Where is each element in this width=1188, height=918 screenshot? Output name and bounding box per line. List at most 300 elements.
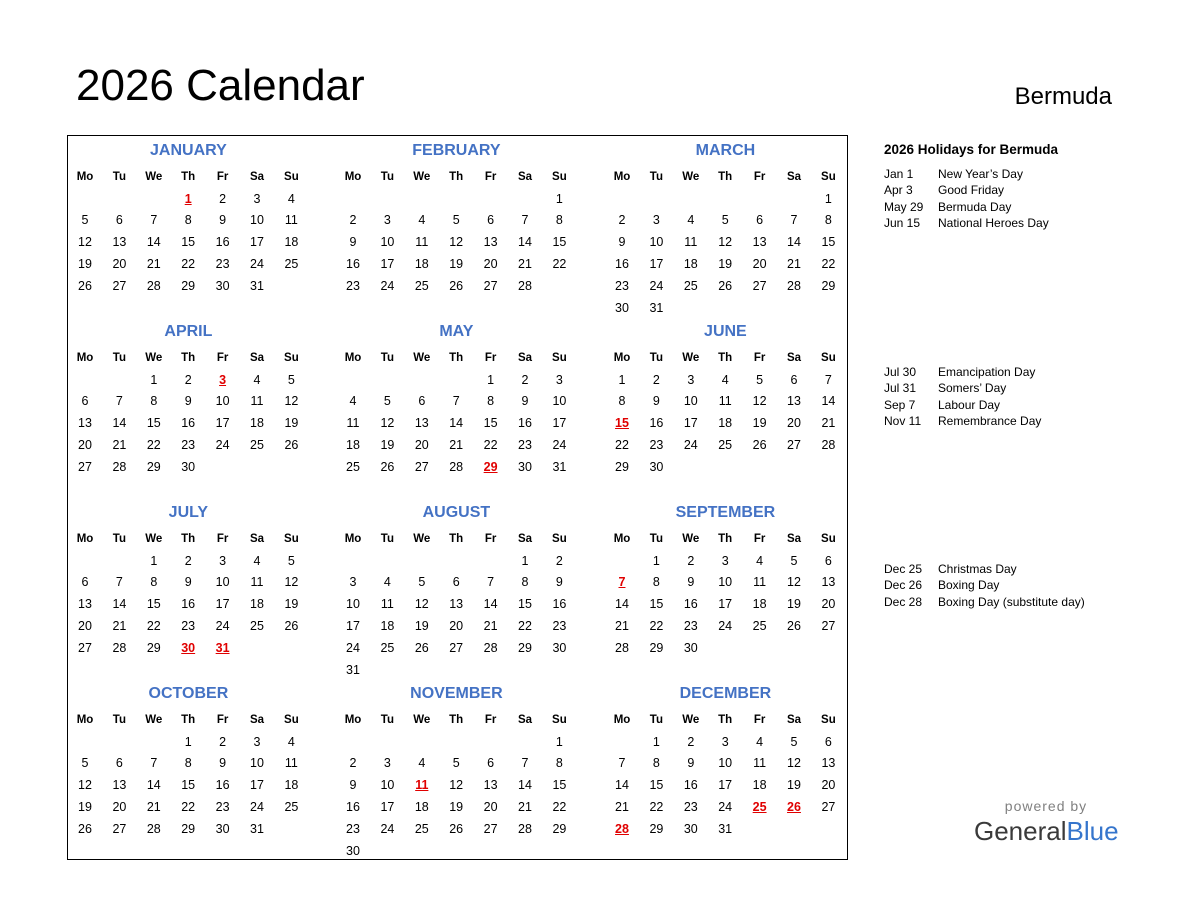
day-cell: 22 xyxy=(821,256,836,271)
holiday-day-cell: 7 xyxy=(618,575,626,590)
day-cell: 30 xyxy=(552,640,567,655)
day-cell: 10 xyxy=(215,394,230,409)
day-cell: 8 xyxy=(521,575,529,590)
day-cell: 17 xyxy=(250,778,264,793)
day-cell: 25 xyxy=(284,256,299,271)
day-cell: 7 xyxy=(115,394,123,409)
day-cell: 11 xyxy=(415,235,429,250)
day-cell: 11 xyxy=(284,756,298,771)
weekday-header: Fr xyxy=(753,352,766,364)
month-october xyxy=(68,679,309,859)
day-cell: 18 xyxy=(284,778,299,793)
day-cell: 21 xyxy=(615,799,629,814)
day-cell: 10 xyxy=(380,778,395,793)
weekday-header: Tu xyxy=(112,533,126,545)
holiday-item xyxy=(884,166,1023,183)
weekday-header: Fr xyxy=(484,714,497,726)
holiday-day-cell: 25 xyxy=(752,799,767,814)
day-cell: 9 xyxy=(521,394,529,409)
day-cell: 24 xyxy=(380,278,395,293)
day-cell: 7 xyxy=(790,213,798,228)
weekday-header: Tu xyxy=(380,714,394,726)
weekday-header: We xyxy=(413,171,431,183)
day-cell: 15 xyxy=(552,778,567,793)
holiday-date: Dec 25 xyxy=(884,562,923,576)
weekday-header: Tu xyxy=(649,171,663,183)
day-cell: 14 xyxy=(518,235,532,250)
day-cell: 3 xyxy=(383,213,391,228)
day-cell: 9 xyxy=(349,778,357,793)
day-cell: 10 xyxy=(649,235,664,250)
day-cell: 17 xyxy=(250,235,264,250)
day-cell: 13 xyxy=(414,416,429,431)
day-cell: 22 xyxy=(146,618,161,633)
weekday-header: Su xyxy=(821,714,836,726)
day-cell: 14 xyxy=(821,394,836,409)
day-cell: 22 xyxy=(483,437,498,452)
day-cell: 24 xyxy=(552,437,567,452)
day-cell: 30 xyxy=(683,640,698,655)
day-cell: 20 xyxy=(483,256,498,271)
day-cell: 7 xyxy=(618,756,626,771)
weekday-header: Mo xyxy=(76,171,94,183)
day-cell: 14 xyxy=(615,597,629,612)
holiday-date: Sep 7 xyxy=(884,397,916,412)
day-cell: 14 xyxy=(112,597,127,612)
day-cell: 28 xyxy=(146,821,161,836)
day-cell: 21 xyxy=(518,256,532,271)
day-cell: 28 xyxy=(112,459,127,474)
day-cell: 28 xyxy=(146,278,161,293)
month-name: OCTOBER xyxy=(148,685,229,702)
day-cell: 20 xyxy=(449,618,464,633)
day-cell: 18 xyxy=(718,416,733,431)
weekday-header: Th xyxy=(181,533,196,545)
holiday-name: Boxing Day (substitute day) xyxy=(938,594,1085,609)
weekday-header: Sa xyxy=(249,352,265,364)
weekday-header: Mo xyxy=(344,352,362,364)
holiday-item xyxy=(884,380,1006,397)
day-cell: 6 xyxy=(824,553,832,568)
day-cell: 2 xyxy=(219,191,227,206)
day-cell: 15 xyxy=(181,235,196,250)
weekday-header: Su xyxy=(552,714,567,726)
day-cell: 4 xyxy=(253,372,261,387)
weekday-header: Tu xyxy=(649,533,663,545)
weekday-header: Mo xyxy=(76,533,94,545)
day-cell: 22 xyxy=(518,618,532,633)
weekday-header: Fr xyxy=(484,171,497,183)
day-cell: 12 xyxy=(78,235,92,250)
day-cell: 23 xyxy=(649,437,664,452)
day-cell: 13 xyxy=(483,235,498,250)
month-name: AUGUST xyxy=(422,504,491,521)
weekday-header: Mo xyxy=(344,171,362,183)
day-cell: 4 xyxy=(287,191,295,206)
day-cell: 19 xyxy=(78,256,92,271)
day-cell: 16 xyxy=(649,416,664,431)
day-cell: 26 xyxy=(78,278,92,293)
day-cell: 23 xyxy=(181,618,196,633)
day-cell: 4 xyxy=(383,575,391,590)
day-cell: 31 xyxy=(718,821,733,836)
day-cell: 13 xyxy=(787,394,801,409)
day-cell: 4 xyxy=(418,213,426,228)
weekday-header: Th xyxy=(718,352,733,364)
holiday-day-cell: 30 xyxy=(181,640,196,655)
weekday-header: Th xyxy=(449,171,464,183)
day-cell: 16 xyxy=(181,597,196,612)
day-cell: 11 xyxy=(284,213,298,228)
day-cell: 27 xyxy=(449,640,464,655)
day-cell: 9 xyxy=(555,575,563,590)
day-cell: 26 xyxy=(284,618,299,633)
day-cell: 18 xyxy=(380,618,395,633)
day-cell: 15 xyxy=(146,597,161,612)
holiday-name: Boxing Day xyxy=(938,578,1000,593)
holiday-date: Jun 15 xyxy=(884,216,921,231)
month-july xyxy=(68,498,309,678)
weekday-header: Fr xyxy=(753,533,766,545)
day-cell: 26 xyxy=(78,821,92,836)
day-cell: 14 xyxy=(146,235,161,250)
day-cell: 30 xyxy=(215,278,230,293)
day-cell: 11 xyxy=(346,416,360,431)
day-cell: 5 xyxy=(790,553,798,568)
day-cell: 16 xyxy=(346,256,360,271)
weekday-header: Sa xyxy=(786,714,802,726)
day-cell: 6 xyxy=(418,394,426,409)
day-cell: 20 xyxy=(752,256,767,271)
day-cell: 26 xyxy=(284,437,299,452)
day-cell: 13 xyxy=(78,416,92,431)
day-cell: 4 xyxy=(253,553,261,568)
weekday-header: We xyxy=(682,352,700,364)
day-cell: 27 xyxy=(112,278,127,293)
day-cell: 21 xyxy=(821,416,836,431)
day-cell: 2 xyxy=(184,553,192,568)
holiday-item xyxy=(884,577,999,594)
holiday-date: May 29 xyxy=(884,199,924,214)
day-cell: 4 xyxy=(721,372,729,387)
day-cell: 31 xyxy=(250,278,264,293)
holiday-name: Good Friday xyxy=(938,183,1005,198)
day-cell: 26 xyxy=(449,278,464,293)
month-november xyxy=(336,679,577,859)
weekday-header: We xyxy=(682,714,700,726)
day-cell: 1 xyxy=(618,372,626,387)
day-cell: 17 xyxy=(380,256,395,271)
day-cell: 11 xyxy=(684,235,698,250)
month-name: DECEMBER xyxy=(679,685,772,702)
day-cell: 2 xyxy=(219,734,227,749)
day-cell: 4 xyxy=(687,213,695,228)
day-cell: 15 xyxy=(483,416,498,431)
holiday-name: Remembrance Day xyxy=(938,414,1042,429)
day-cell: 14 xyxy=(787,235,801,250)
day-cell: 20 xyxy=(112,799,127,814)
day-cell: 16 xyxy=(181,416,196,431)
day-cell: 19 xyxy=(449,799,464,814)
day-cell: 9 xyxy=(184,575,192,590)
day-cell: 23 xyxy=(683,618,698,633)
day-cell: 14 xyxy=(449,416,464,431)
day-cell: 24 xyxy=(683,437,698,452)
day-cell: 19 xyxy=(284,597,299,612)
month-name: JANUARY xyxy=(150,142,227,159)
day-cell: 6 xyxy=(487,213,495,228)
day-cell: 21 xyxy=(112,618,127,633)
day-cell: 5 xyxy=(287,553,295,568)
weekday-header: Sa xyxy=(249,171,265,183)
day-cell: 3 xyxy=(721,553,729,568)
day-cell: 3 xyxy=(383,756,391,771)
day-cell: 27 xyxy=(752,278,767,293)
weekday-header: Fr xyxy=(216,714,229,726)
day-cell: 10 xyxy=(215,575,230,590)
day-cell: 15 xyxy=(552,235,567,250)
day-cell: 24 xyxy=(718,618,733,633)
holiday-date: Dec 28 xyxy=(884,594,923,609)
holiday-name: Labour Day xyxy=(938,397,1001,412)
day-cell: 13 xyxy=(78,597,92,612)
holiday-item xyxy=(884,413,1041,430)
day-cell: 16 xyxy=(683,778,698,793)
day-cell: 19 xyxy=(787,597,801,612)
day-cell: 17 xyxy=(346,618,360,633)
day-cell: 16 xyxy=(552,597,567,612)
weekday-header: Sa xyxy=(517,714,533,726)
day-cell: 28 xyxy=(787,278,801,293)
day-cell: 13 xyxy=(112,778,127,793)
day-cell: 22 xyxy=(649,618,664,633)
day-cell: 12 xyxy=(787,756,801,771)
weekday-header: Th xyxy=(181,171,196,183)
day-cell: 24 xyxy=(380,821,395,836)
day-cell: 2 xyxy=(555,553,563,568)
day-cell: 10 xyxy=(380,235,395,250)
day-cell: 3 xyxy=(253,734,261,749)
page-title: 2026 Calendar xyxy=(76,61,365,110)
month-name: MARCH xyxy=(695,142,756,159)
day-cell: 3 xyxy=(253,191,261,206)
day-cell: 26 xyxy=(787,618,801,633)
day-cell: 26 xyxy=(449,821,464,836)
day-cell: 16 xyxy=(215,235,230,250)
day-cell: 1 xyxy=(150,372,158,387)
day-cell: 24 xyxy=(649,278,664,293)
day-cell: 14 xyxy=(518,778,532,793)
day-cell: 30 xyxy=(683,821,698,836)
day-cell: 18 xyxy=(346,437,360,452)
day-cell: 1 xyxy=(824,191,832,206)
day-cell: 18 xyxy=(414,256,429,271)
day-cell: 20 xyxy=(483,799,498,814)
day-cell: 25 xyxy=(250,437,264,452)
day-cell: 30 xyxy=(518,459,532,474)
day-cell: 22 xyxy=(552,256,567,271)
day-cell: 7 xyxy=(521,756,529,771)
day-cell: 24 xyxy=(250,799,264,814)
holiday-item xyxy=(884,594,1085,611)
day-cell: 2 xyxy=(687,734,695,749)
holiday-day-cell: 3 xyxy=(219,372,227,387)
day-cell: 10 xyxy=(683,394,698,409)
day-cell: 2 xyxy=(184,372,192,387)
day-cell: 23 xyxy=(346,278,360,293)
day-cell: 5 xyxy=(81,756,89,771)
day-cell: 21 xyxy=(518,799,532,814)
day-cell: 8 xyxy=(487,394,495,409)
day-cell: 27 xyxy=(414,459,429,474)
day-cell: 20 xyxy=(787,416,801,431)
day-cell: 25 xyxy=(250,618,264,633)
month-august xyxy=(336,498,577,678)
day-cell: 29 xyxy=(552,821,567,836)
day-cell: 12 xyxy=(414,597,429,612)
generalblue-logo[interactable] xyxy=(974,816,1119,847)
day-cell: 23 xyxy=(215,256,230,271)
day-cell: 17 xyxy=(215,597,230,612)
day-cell: 29 xyxy=(821,278,836,293)
weekday-header: We xyxy=(413,533,431,545)
weekday-header: Fr xyxy=(216,533,229,545)
holiday-day-cell: 29 xyxy=(483,459,498,474)
day-cell: 22 xyxy=(615,437,629,452)
day-cell: 28 xyxy=(518,278,532,293)
day-cell: 7 xyxy=(824,372,832,387)
day-cell: 22 xyxy=(649,799,664,814)
day-cell: 4 xyxy=(418,756,426,771)
day-cell: 6 xyxy=(487,756,495,771)
day-cell: 13 xyxy=(112,235,127,250)
day-cell: 27 xyxy=(821,618,836,633)
day-cell: 9 xyxy=(687,575,695,590)
day-cell: 9 xyxy=(219,756,227,771)
day-cell: 19 xyxy=(380,437,395,452)
country-name: Bermuda xyxy=(1014,83,1112,110)
day-cell: 22 xyxy=(146,437,161,452)
day-cell: 27 xyxy=(112,821,127,836)
weekday-header: Fr xyxy=(753,714,766,726)
day-cell: 15 xyxy=(146,416,161,431)
day-cell: 5 xyxy=(287,372,295,387)
weekday-header: Th xyxy=(718,714,733,726)
weekday-header: Fr xyxy=(753,171,766,183)
day-cell: 7 xyxy=(521,213,529,228)
weekday-header: Su xyxy=(552,533,567,545)
day-cell: 24 xyxy=(718,799,733,814)
day-cell: 20 xyxy=(78,618,92,633)
day-cell: 27 xyxy=(787,437,801,452)
day-cell: 1 xyxy=(184,734,192,749)
day-cell: 2 xyxy=(652,372,660,387)
day-cell: 16 xyxy=(346,799,360,814)
day-cell: 18 xyxy=(683,256,698,271)
day-cell: 16 xyxy=(518,416,532,431)
day-cell: 4 xyxy=(756,734,764,749)
day-cell: 27 xyxy=(78,459,92,474)
day-cell: 2 xyxy=(349,756,357,771)
day-cell: 1 xyxy=(521,553,529,568)
month-name: FEBRUARY xyxy=(412,142,501,159)
weekday-header: Th xyxy=(449,714,464,726)
logo-general: General xyxy=(974,816,1067,846)
weekday-header: Mo xyxy=(76,352,94,364)
holiday-date: Dec 26 xyxy=(884,578,923,593)
day-cell: 28 xyxy=(615,640,629,655)
day-cell: 8 xyxy=(184,213,192,228)
weekday-header: Sa xyxy=(517,533,533,545)
day-cell: 2 xyxy=(687,553,695,568)
logo-blue: Blue xyxy=(1066,816,1119,846)
day-cell: 13 xyxy=(752,235,767,250)
day-cell: 21 xyxy=(483,618,498,633)
holidays-title: 2026 Holidays for Bermuda xyxy=(884,142,1059,157)
day-cell: 5 xyxy=(452,756,460,771)
weekday-header: Th xyxy=(718,171,733,183)
weekday-header: Sa xyxy=(249,714,265,726)
weekday-header: We xyxy=(682,171,700,183)
day-cell: 20 xyxy=(821,597,836,612)
day-cell: 9 xyxy=(184,394,192,409)
day-cell: 29 xyxy=(649,640,664,655)
weekday-header: Th xyxy=(449,352,464,364)
day-cell: 26 xyxy=(414,640,429,655)
day-cell: 6 xyxy=(790,372,798,387)
day-cell: 31 xyxy=(649,300,664,315)
day-cell: 28 xyxy=(518,821,532,836)
day-cell: 21 xyxy=(615,618,629,633)
day-cell: 21 xyxy=(112,437,127,452)
day-cell: 3 xyxy=(349,575,357,590)
day-cell: 21 xyxy=(449,437,464,452)
month-name: MAY xyxy=(439,323,474,340)
day-cell: 11 xyxy=(380,597,394,612)
day-cell: 25 xyxy=(718,437,733,452)
day-cell: 17 xyxy=(649,256,664,271)
day-cell: 13 xyxy=(483,778,498,793)
month-name: SEPTEMBER xyxy=(675,504,776,521)
day-cell: 9 xyxy=(349,235,357,250)
day-cell: 6 xyxy=(115,756,123,771)
weekday-header: Su xyxy=(284,171,299,183)
day-cell: 3 xyxy=(555,372,563,387)
day-cell: 19 xyxy=(718,256,733,271)
day-cell: 14 xyxy=(112,416,127,431)
weekday-header: Sa xyxy=(786,533,802,545)
day-cell: 11 xyxy=(718,394,732,409)
day-cell: 10 xyxy=(250,213,264,228)
day-cell: 26 xyxy=(718,278,733,293)
day-cell: 28 xyxy=(483,640,498,655)
weekday-header: We xyxy=(145,171,163,183)
holiday-day-cell: 28 xyxy=(615,821,629,836)
day-cell: 4 xyxy=(287,734,295,749)
day-cell: 30 xyxy=(615,300,629,315)
day-cell: 18 xyxy=(284,235,299,250)
day-cell: 7 xyxy=(487,575,495,590)
day-cell: 5 xyxy=(790,734,798,749)
day-cell: 18 xyxy=(752,597,767,612)
day-cell: 8 xyxy=(652,575,660,590)
day-cell: 11 xyxy=(753,575,767,590)
day-cell: 27 xyxy=(821,799,836,814)
day-cell: 8 xyxy=(150,394,158,409)
day-cell: 23 xyxy=(518,437,532,452)
day-cell: 9 xyxy=(618,235,626,250)
day-cell: 13 xyxy=(821,575,836,590)
